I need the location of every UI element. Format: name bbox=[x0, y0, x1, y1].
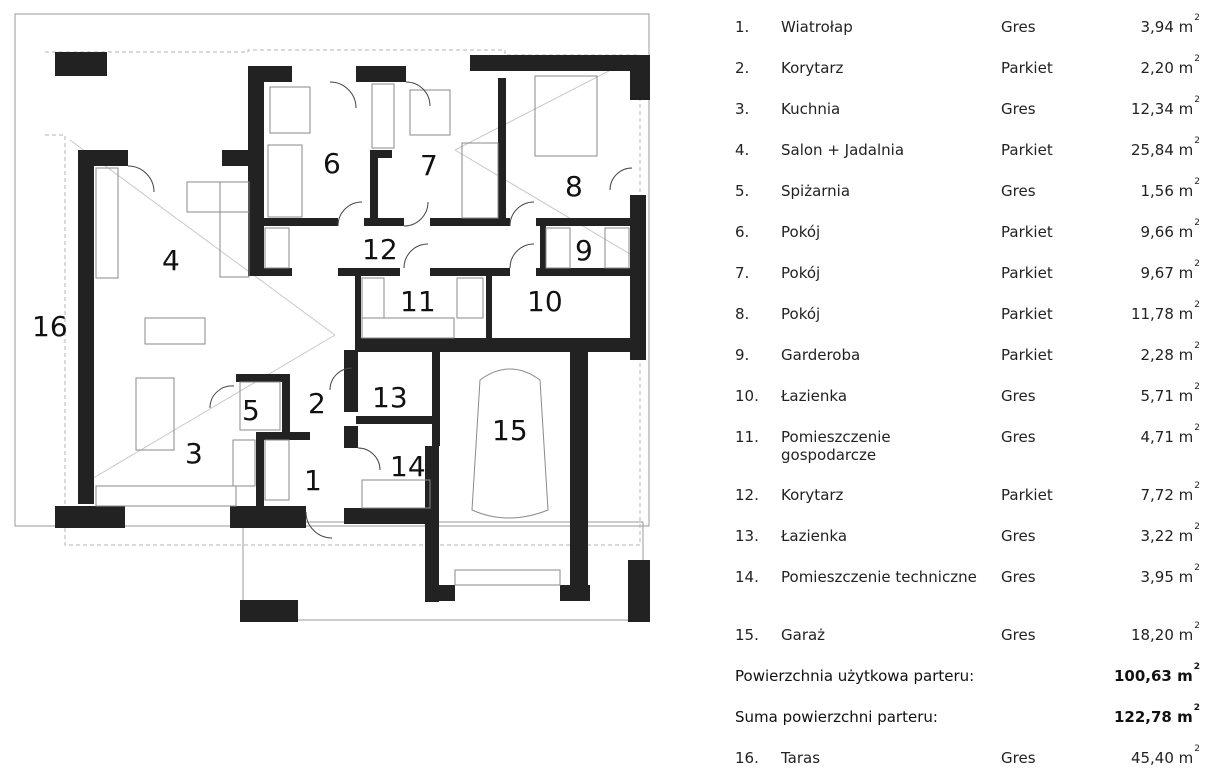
legend-row bbox=[735, 8, 1200, 49]
room-label-16: 16 bbox=[32, 310, 68, 343]
room-area: 3,95 $m^2$ bbox=[1140, 563, 1200, 586]
room-area: 45,40 $m^2$ bbox=[1130, 744, 1200, 767]
legend-row bbox=[735, 476, 1200, 517]
room-label-11: 11 bbox=[400, 285, 436, 318]
room-labels bbox=[32, 147, 593, 497]
legend-row bbox=[735, 295, 1200, 336]
room-name: Wiatrołap bbox=[781, 18, 853, 36]
room-number: 14. bbox=[735, 568, 759, 586]
room-label-7: 7 bbox=[420, 149, 438, 182]
room-name: Garaż bbox=[781, 626, 826, 644]
room-name: Spiżarnia bbox=[781, 182, 851, 200]
room-area: 2,28 $m^2$ bbox=[1140, 341, 1200, 364]
room-label-1: 1 bbox=[304, 464, 322, 497]
room-area: 12,34 $m^2$ bbox=[1130, 95, 1200, 118]
room-number: 7. bbox=[735, 264, 750, 282]
legend-row bbox=[735, 254, 1200, 295]
legend-row bbox=[735, 418, 1200, 476]
terrace-row bbox=[735, 739, 1200, 780]
room-material: Parkiet bbox=[1001, 141, 1053, 159]
room-name: Pomieszczenie gospodarcze bbox=[781, 428, 891, 464]
room-label-5: 5 bbox=[242, 394, 260, 427]
room-area: 9,67 $m^2$ bbox=[1140, 259, 1200, 282]
room-area: 3,22 $m^2$ bbox=[1140, 522, 1200, 545]
total-area-row bbox=[735, 698, 1200, 739]
room-label-8: 8 bbox=[565, 170, 583, 203]
total-area-value: 122,78 $m^2$ bbox=[1113, 703, 1200, 726]
legend-row bbox=[735, 131, 1200, 172]
room-number: 10. bbox=[735, 387, 759, 405]
room-area: 25,84 $m^2$ bbox=[1130, 136, 1200, 159]
usable-area-label: Powierzchnia użytkowa parteru: bbox=[735, 667, 975, 685]
usable-area-row bbox=[735, 657, 1200, 698]
room-number: 5. bbox=[735, 182, 750, 200]
room-material: Gres bbox=[1001, 18, 1036, 36]
room-area: 3,94 $m^2$ bbox=[1140, 13, 1200, 36]
room-material: Parkiet bbox=[1001, 59, 1053, 77]
legend-row bbox=[735, 49, 1200, 90]
legend-row bbox=[735, 336, 1200, 377]
room-number: 12. bbox=[735, 486, 759, 504]
usable-area-value: 100,63 $m^2$ bbox=[1113, 662, 1200, 685]
room-name: Pokój bbox=[781, 305, 821, 323]
room-name: Łazienka bbox=[781, 527, 848, 545]
room-area: 7,72 $m^2$ bbox=[1140, 481, 1200, 504]
room-name: Taras bbox=[781, 749, 821, 767]
room-name: Korytarz bbox=[781, 486, 844, 504]
room-label-13: 13 bbox=[372, 381, 408, 414]
room-material: Gres bbox=[1001, 527, 1036, 545]
room-number: 4. bbox=[735, 141, 750, 159]
room-area: 2,20 $m^2$ bbox=[1140, 54, 1200, 77]
room-label-4: 4 bbox=[162, 244, 180, 277]
room-label-15: 15 bbox=[492, 414, 528, 447]
legend-row bbox=[735, 377, 1200, 418]
room-label-2: 2 bbox=[308, 387, 326, 420]
room-number: 15. bbox=[735, 626, 759, 644]
room-label-10: 10 bbox=[527, 285, 563, 318]
room-number: 2. bbox=[735, 59, 750, 77]
room-name: Salon + Jadalnia bbox=[781, 141, 905, 159]
room-label-12: 12 bbox=[362, 233, 398, 266]
room-material: Gres bbox=[1001, 749, 1036, 767]
room-name: Pokój bbox=[781, 264, 821, 282]
room-label-9: 9 bbox=[575, 234, 593, 267]
room-area: 18,20 $m^2$ bbox=[1130, 621, 1200, 644]
legend-row bbox=[735, 213, 1200, 254]
room-name: Pokój bbox=[781, 223, 821, 241]
room-area: 9,66 $m^2$ bbox=[1140, 218, 1200, 241]
room-number: 8. bbox=[735, 305, 750, 323]
room-label-6: 6 bbox=[323, 147, 341, 180]
room-material: Gres bbox=[1001, 568, 1036, 586]
room-number: 13. bbox=[735, 527, 759, 545]
room-material: Parkiet bbox=[1001, 305, 1053, 323]
room-number: 9. bbox=[735, 346, 750, 364]
room-area: 4,71 $m^2$ bbox=[1140, 423, 1200, 446]
room-number: 6. bbox=[735, 223, 750, 241]
walls bbox=[55, 52, 650, 622]
room-material: Parkiet bbox=[1001, 223, 1053, 241]
legend-row bbox=[735, 172, 1200, 213]
room-label-14: 14 bbox=[390, 450, 426, 483]
room-area: 11,78 $m^2$ bbox=[1130, 300, 1200, 323]
room-material: Gres bbox=[1001, 182, 1036, 200]
legend-row bbox=[735, 517, 1200, 558]
total-area-label: Suma powierzchni parteru: bbox=[735, 708, 938, 726]
room-number: 1. bbox=[735, 18, 750, 36]
legend-row bbox=[735, 90, 1200, 131]
room-number: 3. bbox=[735, 100, 750, 118]
room-material: Gres bbox=[1001, 100, 1036, 118]
room-area: 5,71 $m^2$ bbox=[1140, 382, 1200, 405]
room-material: Gres bbox=[1001, 626, 1036, 644]
room-name: Łazienka bbox=[781, 387, 848, 405]
room-number: 16. bbox=[735, 749, 759, 767]
room-material: Parkiet bbox=[1001, 486, 1053, 504]
room-name: Garderoba bbox=[781, 346, 861, 364]
room-material: Gres bbox=[1001, 428, 1036, 446]
room-label-3: 3 bbox=[185, 437, 203, 470]
room-material: Gres bbox=[1001, 387, 1036, 405]
room-material: Parkiet bbox=[1001, 346, 1053, 364]
room-legend bbox=[735, 8, 1200, 780]
legend-row bbox=[735, 616, 1200, 657]
room-name: Korytarz bbox=[781, 59, 844, 77]
room-name: Pomieszczenie techniczne bbox=[781, 568, 977, 586]
legend-row bbox=[735, 558, 1200, 616]
room-material: Parkiet bbox=[1001, 264, 1053, 282]
room-name: Kuchnia bbox=[781, 100, 841, 118]
room-number: 11. bbox=[735, 428, 759, 446]
room-area: 1,56 $m^2$ bbox=[1140, 177, 1200, 200]
